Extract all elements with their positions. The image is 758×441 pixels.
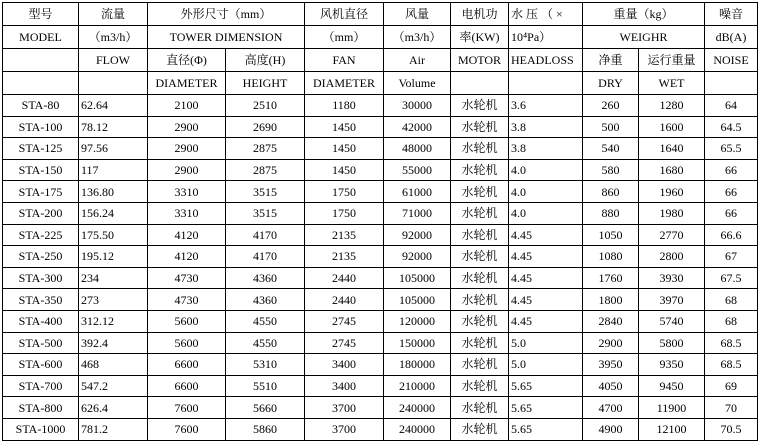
header-model-en: MODEL (3, 26, 79, 49)
cell-dry-weight: 3950 (583, 354, 639, 376)
header-air-en2: Volume (384, 72, 451, 95)
cell-motor: 水轮机 (451, 224, 509, 246)
cell-dry-weight: 1800 (583, 289, 639, 311)
cell-noise: 70 (705, 397, 758, 419)
header-air-unit: （m3/h） (384, 26, 451, 49)
cell-wet-weight: 1680 (639, 159, 705, 181)
cell-diameter: 4730 (148, 267, 226, 289)
cell-model: STA-80 (3, 95, 79, 117)
cell-flow: 626.4 (79, 397, 148, 419)
header-model-cn: 型号 (3, 3, 79, 26)
cell-wet-weight: 12100 (639, 418, 705, 440)
cell-air-volume: 105000 (384, 289, 451, 311)
cell-diameter: 7600 (148, 418, 226, 440)
cell-model: STA-100 (3, 116, 79, 138)
cell-wet-weight: 1280 (639, 95, 705, 117)
cell-air-volume: 120000 (384, 310, 451, 332)
cell-wet-weight: 11900 (639, 397, 705, 419)
cell-motor: 水轮机 (451, 267, 509, 289)
header-noise-blank (705, 72, 758, 95)
cell-dry-weight: 860 (583, 181, 639, 203)
cell-air-volume: 92000 (384, 246, 451, 268)
header-diameter-cn: 直径(Φ) (148, 49, 226, 72)
cell-air-volume: 105000 (384, 267, 451, 289)
table-row (3, 418, 758, 440)
cell-fan-diameter: 3700 (305, 418, 384, 440)
cell-headloss: 4.45 (509, 246, 583, 268)
cell-fan-diameter: 2440 (305, 267, 384, 289)
cell-motor: 水轮机 (451, 246, 509, 268)
table-row (3, 116, 758, 138)
cell-headloss: 5.65 (509, 418, 583, 440)
cell-noise: 66 (705, 159, 758, 181)
cell-flow: 273 (79, 289, 148, 311)
header-wet-cn: 运行重量 (639, 49, 705, 72)
cell-headloss: 4.0 (509, 159, 583, 181)
cell-model: STA-700 (3, 375, 79, 397)
cell-wet-weight: 1600 (639, 116, 705, 138)
cell-headloss: 3.8 (509, 116, 583, 138)
cell-model: STA-200 (3, 202, 79, 224)
header-motor-cn2: 率(KW) (451, 26, 509, 49)
cell-motor: 水轮机 (451, 289, 509, 311)
cell-wet-weight: 1960 (639, 181, 705, 203)
header-fan-en1: FAN (305, 49, 384, 72)
cell-dry-weight: 540 (583, 138, 639, 160)
header-flow-blank (79, 72, 148, 95)
table-row (3, 267, 758, 289)
cell-air-volume: 48000 (384, 138, 451, 160)
cell-height: 4550 (226, 310, 305, 332)
cell-fan-diameter: 1450 (305, 159, 384, 181)
header-model-blank1 (3, 49, 79, 72)
cell-wet-weight: 3930 (639, 267, 705, 289)
table-row (3, 95, 758, 117)
spec-table-body (3, 95, 758, 441)
cell-dry-weight: 4050 (583, 375, 639, 397)
cell-fan-diameter: 3400 (305, 375, 384, 397)
cell-flow: 78.12 (79, 116, 148, 138)
cell-flow: 195.12 (79, 246, 148, 268)
table-row (3, 332, 758, 354)
cell-air-volume: 55000 (384, 159, 451, 181)
header-noise-unit: dB(A) (705, 26, 758, 49)
table-row (3, 224, 758, 246)
header-weight-en: WEIGHR (583, 26, 705, 49)
spec-table-container (2, 2, 758, 441)
header-air-en1: Air (384, 49, 451, 72)
cell-model: STA-500 (3, 332, 79, 354)
cell-fan-diameter: 1450 (305, 138, 384, 160)
cell-headloss: 5.0 (509, 332, 583, 354)
cell-noise: 68.5 (705, 354, 758, 376)
cell-headloss: 3.6 (509, 95, 583, 117)
cell-noise: 68 (705, 310, 758, 332)
cell-flow: 547.2 (79, 375, 148, 397)
cell-dry-weight: 2900 (583, 332, 639, 354)
cell-height: 4170 (226, 246, 305, 268)
cell-height: 2875 (226, 138, 305, 160)
cell-fan-diameter: 2135 (305, 224, 384, 246)
cell-flow: 136.80 (79, 181, 148, 203)
cell-air-volume: 240000 (384, 418, 451, 440)
cell-air-volume: 210000 (384, 375, 451, 397)
table-row (3, 289, 758, 311)
cell-diameter: 6600 (148, 375, 226, 397)
table-row (3, 181, 758, 203)
cell-height: 3515 (226, 181, 305, 203)
cell-height: 5860 (226, 418, 305, 440)
header-head-unit: 10⁴Pa） (509, 26, 583, 49)
cell-air-volume: 30000 (384, 95, 451, 117)
cell-headloss: 4.45 (509, 289, 583, 311)
cell-noise: 64.5 (705, 116, 758, 138)
header-dry-en: DRY (583, 72, 639, 95)
header-weight-cn: 重量（kg） (583, 3, 705, 26)
cell-motor: 水轮机 (451, 202, 509, 224)
header-head-en: HEADLOSS (509, 49, 583, 72)
cell-model: STA-300 (3, 267, 79, 289)
cell-motor: 水轮机 (451, 95, 509, 117)
header-motor-cn1: 电机功 (451, 3, 509, 26)
cell-noise: 67 (705, 246, 758, 268)
header-height-cn: 高度(H) (226, 49, 305, 72)
cell-fan-diameter: 2745 (305, 310, 384, 332)
cell-motor: 水轮机 (451, 375, 509, 397)
cell-fan-diameter: 1450 (305, 116, 384, 138)
cell-headloss: 5.65 (509, 375, 583, 397)
cell-model: STA-600 (3, 354, 79, 376)
cell-dry-weight: 1080 (583, 246, 639, 268)
header-head-cn: 水 压 （ × (509, 3, 583, 26)
cell-diameter: 4120 (148, 246, 226, 268)
cell-noise: 66 (705, 202, 758, 224)
cell-air-volume: 71000 (384, 202, 451, 224)
table-row (3, 397, 758, 419)
header-fan-cn: 风机直径 (305, 3, 384, 26)
cell-height: 2875 (226, 159, 305, 181)
cell-flow: 781.2 (79, 418, 148, 440)
cell-flow: 312.12 (79, 310, 148, 332)
cell-motor: 水轮机 (451, 418, 509, 440)
header-noise-cn: 噪音 (705, 3, 758, 26)
cell-model: STA-175 (3, 181, 79, 203)
cell-flow: 117 (79, 159, 148, 181)
cell-diameter: 2900 (148, 138, 226, 160)
cell-wet-weight: 1980 (639, 202, 705, 224)
cell-noise: 66.6 (705, 224, 758, 246)
cell-dry-weight: 4900 (583, 418, 639, 440)
cell-noise: 68.5 (705, 332, 758, 354)
cell-wet-weight: 2770 (639, 224, 705, 246)
header-fan-unit: （mm） (305, 26, 384, 49)
header-tower-cn: 外形尺寸（mm） (148, 3, 305, 26)
cell-diameter: 3310 (148, 202, 226, 224)
cell-diameter: 7600 (148, 397, 226, 419)
cell-noise: 70.5 (705, 418, 758, 440)
header-flow-unit: （m3/h） (79, 26, 148, 49)
header-dry-cn: 净重 (583, 49, 639, 72)
cell-height: 4360 (226, 267, 305, 289)
cell-motor: 水轮机 (451, 354, 509, 376)
cell-model: STA-225 (3, 224, 79, 246)
table-row (3, 159, 758, 181)
cell-motor: 水轮机 (451, 181, 509, 203)
header-height-en: HEIGHT (226, 72, 305, 95)
header-flow-cn: 流量 (79, 3, 148, 26)
cell-headloss: 3.8 (509, 138, 583, 160)
cell-headloss: 4.0 (509, 202, 583, 224)
cell-height: 2690 (226, 116, 305, 138)
cell-wet-weight: 1640 (639, 138, 705, 160)
table-row (3, 354, 758, 376)
cell-flow: 175.50 (79, 224, 148, 246)
cell-fan-diameter: 1180 (305, 95, 384, 117)
cell-wet-weight: 2800 (639, 246, 705, 268)
header-diameter-en: DIAMETER (148, 72, 226, 95)
cell-model: STA-400 (3, 310, 79, 332)
cell-height: 2510 (226, 95, 305, 117)
cell-headloss: 4.45 (509, 267, 583, 289)
cell-wet-weight: 3970 (639, 289, 705, 311)
cell-dry-weight: 260 (583, 95, 639, 117)
cell-motor: 水轮机 (451, 310, 509, 332)
cell-diameter: 3310 (148, 181, 226, 203)
header-tower-en: TOWER DIMENSION (148, 26, 305, 49)
cell-headloss: 5.65 (509, 397, 583, 419)
cell-air-volume: 180000 (384, 354, 451, 376)
cell-wet-weight: 5800 (639, 332, 705, 354)
cell-noise: 67.5 (705, 267, 758, 289)
header-noise-en: NOISE (705, 49, 758, 72)
cell-dry-weight: 880 (583, 202, 639, 224)
cell-height: 4170 (226, 224, 305, 246)
cooling-tower-spec-table (2, 2, 758, 441)
table-row (3, 375, 758, 397)
cell-air-volume: 61000 (384, 181, 451, 203)
cell-noise: 66 (705, 181, 758, 203)
cell-height: 4550 (226, 332, 305, 354)
cell-fan-diameter: 2135 (305, 246, 384, 268)
cell-noise: 69 (705, 375, 758, 397)
cell-motor: 水轮机 (451, 332, 509, 354)
cell-fan-diameter: 1750 (305, 181, 384, 203)
cell-height: 4360 (226, 289, 305, 311)
cell-headloss: 4.45 (509, 310, 583, 332)
cell-fan-diameter: 2440 (305, 289, 384, 311)
cell-fan-diameter: 2745 (305, 332, 384, 354)
cell-diameter: 5600 (148, 310, 226, 332)
cell-air-volume: 92000 (384, 224, 451, 246)
cell-diameter: 4730 (148, 289, 226, 311)
cell-diameter: 2100 (148, 95, 226, 117)
cell-noise: 64 (705, 95, 758, 117)
cell-wet-weight: 9350 (639, 354, 705, 376)
cell-model: STA-350 (3, 289, 79, 311)
cell-diameter: 2900 (148, 159, 226, 181)
cell-wet-weight: 5740 (639, 310, 705, 332)
cell-flow: 234 (79, 267, 148, 289)
table-row (3, 310, 758, 332)
cell-height: 3515 (226, 202, 305, 224)
cell-flow: 392.4 (79, 332, 148, 354)
cell-motor: 水轮机 (451, 397, 509, 419)
cell-motor: 水轮机 (451, 138, 509, 160)
cell-model: STA-1000 (3, 418, 79, 440)
cell-motor: 水轮机 (451, 159, 509, 181)
cell-dry-weight: 4700 (583, 397, 639, 419)
table-row (3, 138, 758, 160)
cell-air-volume: 240000 (384, 397, 451, 419)
cell-headloss: 4.45 (509, 224, 583, 246)
cell-diameter: 5600 (148, 332, 226, 354)
cell-flow: 97.56 (79, 138, 148, 160)
cell-noise: 68 (705, 289, 758, 311)
cell-flow: 468 (79, 354, 148, 376)
cell-motor: 水轮机 (451, 116, 509, 138)
cell-fan-diameter: 1750 (305, 202, 384, 224)
header-motor-en: MOTOR (451, 49, 509, 72)
cell-diameter: 2900 (148, 116, 226, 138)
cell-flow: 156.24 (79, 202, 148, 224)
cell-dry-weight: 2840 (583, 310, 639, 332)
header-head-blank (509, 72, 583, 95)
header-motor-blank (451, 72, 509, 95)
cell-model: STA-125 (3, 138, 79, 160)
cell-dry-weight: 1050 (583, 224, 639, 246)
table-row (3, 202, 758, 224)
cell-headloss: 5.0 (509, 354, 583, 376)
header-flow-en: FLOW (79, 49, 148, 72)
cell-height: 5660 (226, 397, 305, 419)
cell-diameter: 6600 (148, 354, 226, 376)
cell-model: STA-800 (3, 397, 79, 419)
cell-height: 5310 (226, 354, 305, 376)
cell-headloss: 4.0 (509, 181, 583, 203)
cell-fan-diameter: 3700 (305, 397, 384, 419)
header-fan-en2: DIAMETER (305, 72, 384, 95)
cell-dry-weight: 580 (583, 159, 639, 181)
table-row (3, 246, 758, 268)
cell-fan-diameter: 3400 (305, 354, 384, 376)
cell-air-volume: 42000 (384, 116, 451, 138)
header-wet-en: WET (639, 72, 705, 95)
cell-dry-weight: 1760 (583, 267, 639, 289)
cell-dry-weight: 500 (583, 116, 639, 138)
header-air-cn: 风量 (384, 3, 451, 26)
cell-model: STA-250 (3, 246, 79, 268)
cell-flow: 62.64 (79, 95, 148, 117)
cell-wet-weight: 9450 (639, 375, 705, 397)
header-model-blank2 (3, 72, 79, 95)
cell-height: 5510 (226, 375, 305, 397)
cell-air-volume: 150000 (384, 332, 451, 354)
cell-noise: 65.5 (705, 138, 758, 160)
cell-model: STA-150 (3, 159, 79, 181)
cell-diameter: 4120 (148, 224, 226, 246)
